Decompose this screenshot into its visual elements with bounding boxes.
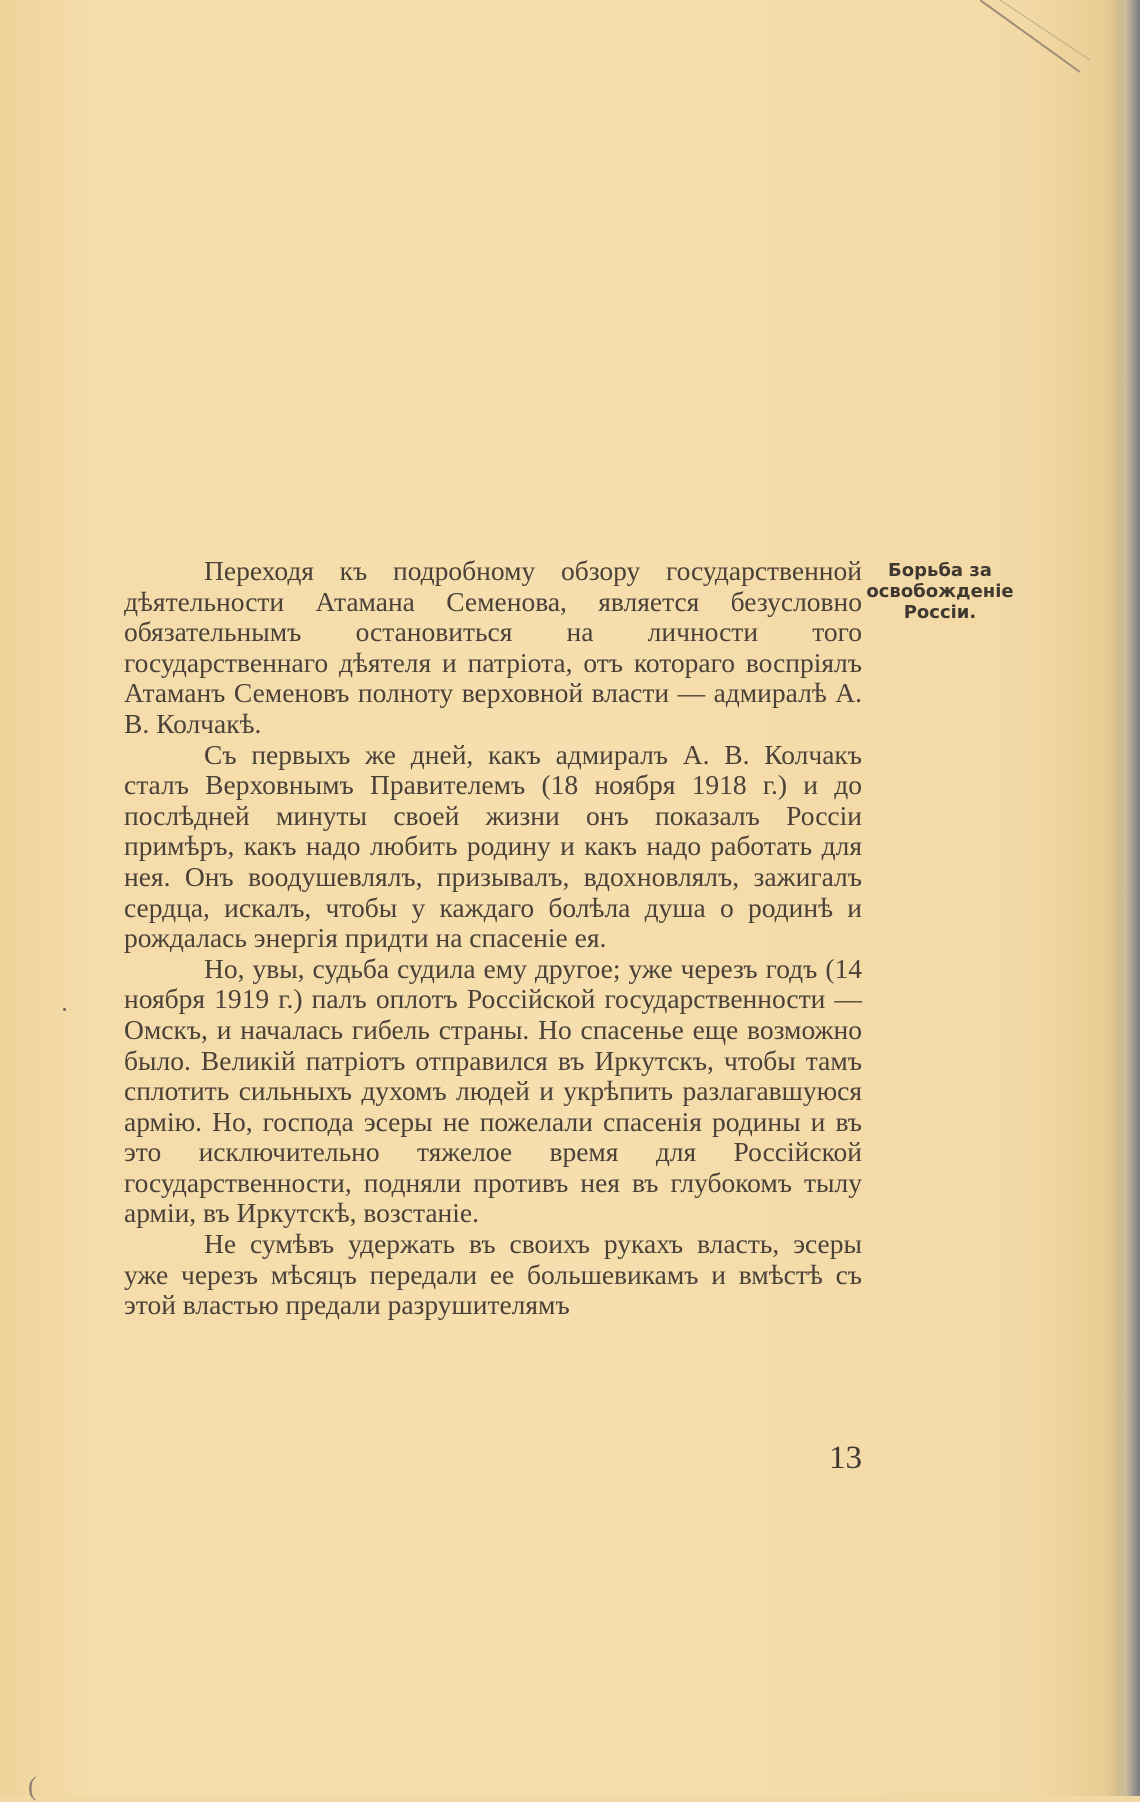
page-number: 13 bbox=[829, 1440, 862, 1476]
paragraph: Но, увы, судьба судила ему другое; уже черезъ годъ (14 ноября 1919 г.) палъ оплотъ Россійской государственности — Омскъ, и началась гибель страны. Но спасенье еще возможно было. Великій патріотъ отправился въ Иркутскъ, чтобы тамъ сплотить сильныхъ духомъ людей и укрѣпить разлагавшуюся армію. Но, господа эсеры не пожелали спасенія родины и въ это исключительно тяжелое время для Россійской государственности, подняли противъ нея въ глубокомъ тылу арміи, въ Иркутскѣ, возстаніе. bbox=[124, 952, 862, 1229]
margin-note-line: освобожденіе bbox=[866, 581, 1014, 602]
margin-note-line: Россіи. bbox=[903, 602, 977, 623]
folded-corner-mark bbox=[980, 0, 1100, 90]
margin-note bbox=[862, 560, 1018, 623]
ink-speck bbox=[63, 1008, 66, 1011]
edge-mark: ( bbox=[28, 1772, 37, 1801]
page-edge-shadow bbox=[1114, 0, 1140, 1796]
paragraph: Переходя къ подробному обзору государственной дѣятельности Атамана Семенова, является безусловно обязательнымъ остановиться на личности того государственнаго дѣятеля и патріота, отъ котораго воспріялъ Атаманъ Семеновъ полноту верховной власти — адмиралѣ А. В. Колчакѣ. bbox=[124, 555, 862, 739]
body-text bbox=[124, 556, 862, 1321]
margin-note-line: Борьба за bbox=[888, 560, 992, 581]
paragraph: Съ первыхъ же дней, какъ адмиралъ А. В. Колчакъ сталъ Верховнымъ Правителемъ (18 ноября 1918 г.) и до послѣдней минуты своей жизни онъ показалъ Россіи примѣръ, какъ надо любить родину и какъ надо работать для нея. Онъ воодушевлялъ, призывалъ, вдохновлялъ, зажигалъ сердца, искалъ, чтобы у каждаго болѣла душа о родинѣ и рождалась энергія придти на спасеніе ея. bbox=[124, 738, 862, 954]
paragraph: Не сумѣвъ удержать въ своихъ рукахъ власть, эсеры уже черезъ мѣсяцъ передали ее большевикамъ и вмѣстѣ съ этой властью предали разрушителямъ bbox=[124, 1228, 862, 1321]
